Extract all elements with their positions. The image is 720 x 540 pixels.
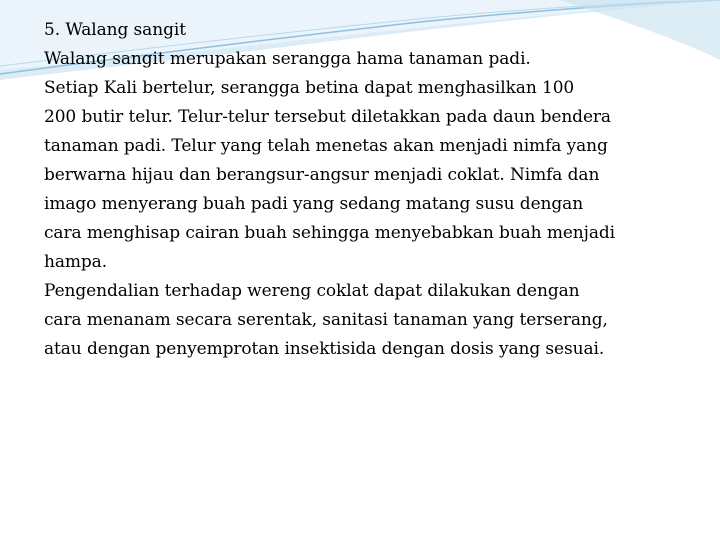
- slide-heading: 5. Walang sangit: [44, 20, 186, 40]
- paragraph-line: Pengendalian terhadap wereng coklat dapat dilakukan dengan: [44, 281, 580, 301]
- paragraph-line: Setiap Kali bertelur, serangga betina dapat menghasilkan 100: [44, 78, 575, 98]
- paragraph-line: hampa.: [44, 252, 108, 272]
- paragraph-line: cara menghisap cairan buah sehingga menyebabkan buah menjadi: [44, 223, 615, 243]
- paragraph-line: Walang sangit merupakan serangga hama tanaman padi.: [44, 49, 531, 69]
- paragraph-line: imago menyerang buah padi yang sedang matang susu dengan: [44, 194, 584, 214]
- paragraph-line: 200 butir telur. Telur-telur tersebut diletakkan pada daun bendera: [44, 107, 611, 127]
- slide-text: [44, 16, 694, 364]
- paragraph-line: atau dengan penyemprotan insektisida dengan dosis yang sesuai.: [44, 339, 605, 359]
- paragraph-line: cara menanam secara serentak, sanitasi tanaman yang terserang,: [44, 310, 608, 330]
- paragraph-line: tanaman padi. Telur yang telah menetas akan menjadi nimfa yang: [44, 136, 608, 156]
- paragraph-line: berwarna hijau dan berangsur-angsur menjadi coklat. Nimfa dan: [44, 165, 600, 185]
